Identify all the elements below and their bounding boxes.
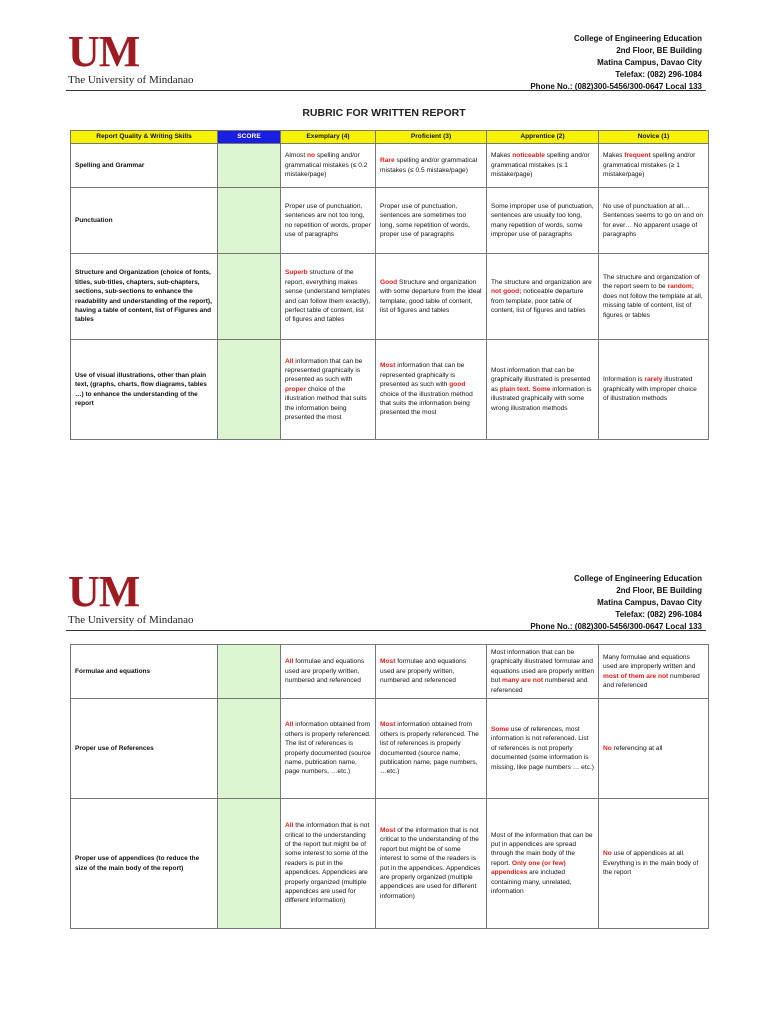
emphasis-text: Some	[491, 725, 509, 733]
proficient-descriptor	[376, 254, 487, 340]
descriptor-text: formulae and equations used are properly written, numbered and referenced	[380, 658, 467, 685]
descriptor-text: information is illustrated graphically with some wrong illustration methods	[491, 385, 592, 412]
descriptor-text: are included containing many, unrelated, information	[491, 869, 572, 896]
rubric-row	[71, 254, 709, 340]
apprentice-descriptor	[487, 799, 599, 929]
emphasis-text: plain text. Some	[499, 385, 551, 393]
address-line: 2nd Floor, BE Building	[616, 46, 702, 55]
emphasis-text: many are not	[502, 677, 544, 685]
emphasis-text: not good;	[491, 288, 522, 296]
descriptor-text: structure of the report, everything makes sense (understand templates and can follow them exactly), perfect table of content, list of figures and tables	[285, 269, 371, 324]
address-line: Matina Campus, Davao City	[597, 598, 702, 607]
descriptor-text: illustrated graphically with improper choice of illustration methods	[603, 376, 697, 403]
descriptor-text: referencing at all	[611, 744, 663, 752]
apprentice-descriptor	[487, 645, 599, 699]
proficient-descriptor	[376, 699, 487, 799]
descriptor-text: spelling and/or grammatical mistakes (≥ 1 mistake/page)	[603, 152, 696, 179]
descriptor-text: of the information that is not critical to the understanding of the report but might be of some interest to some of the readers is put in the appendices. Appendices are properly organized (multiple appendices are used for different information)	[380, 826, 481, 900]
descriptor-text: use of references, most information is not referenced. List of references is not properly documented (some information is missing, like page numbers … etc.)	[491, 725, 594, 771]
address-line: College of Engineering Education	[573, 34, 702, 43]
descriptor-text: Proper use of punctuation, sentences are sometimes too long, some repetition of words, proper use of paragraphs	[380, 202, 470, 238]
descriptor-text: information obtained from others is properly referenced. The list of references is properly documented (source name, publication name, page numbers, …etc.)	[285, 721, 371, 776]
header-divider	[66, 630, 706, 631]
emphasis-text: random;	[667, 283, 694, 291]
proficient-descriptor	[376, 799, 487, 929]
apprentice-descriptor	[487, 144, 599, 188]
exemplary-descriptor	[281, 799, 376, 929]
descriptor-text: Most information that can be graphically illustrated is presented as	[491, 366, 591, 393]
college-address	[530, 573, 702, 633]
emphasis-text: rarely	[644, 376, 663, 384]
descriptor-text: numbered and referenced	[603, 672, 700, 689]
descriptor-text: Most of the information that can be put in appendices are spread through the main body of the report.	[491, 831, 593, 867]
emphasis-text: Most	[380, 658, 396, 666]
emphasis-text: All	[285, 822, 294, 830]
descriptor-text: information obtained from others is properly referenced. The list of references is properly documented (source name, publication name, page numbers, …etc.)	[380, 721, 479, 776]
exemplary-descriptor	[281, 188, 376, 254]
descriptor-text: Proper use of punctuation, sentences are not too long, no repetition of words, proper use of paragraphs	[285, 202, 371, 238]
emphasis-text: Most	[380, 826, 396, 834]
logo-um-text: UM	[68, 27, 140, 76]
score-cell[interactable]	[218, 699, 281, 799]
descriptor-text: information that can be represented graphically is presented as such with	[285, 357, 363, 384]
proficient-descriptor	[376, 340, 487, 440]
emphasis-text: All	[285, 357, 294, 365]
logo-um-text: UM	[68, 567, 140, 616]
descriptor-text: Information is	[603, 376, 645, 384]
rubric-table-continued	[70, 644, 709, 929]
address-line: Telefax: (082) 296-1084	[615, 610, 702, 619]
exemplary-descriptor	[281, 144, 376, 188]
page-title: RUBRIC FOR WRITTEN REPORT	[302, 107, 466, 119]
emphasis-text: Superb	[285, 269, 308, 277]
proficient-descriptor	[376, 144, 487, 188]
emphasis-text: Good	[380, 278, 398, 286]
descriptor-text: Most information that can be graphically illustrated formulae and equations used are properly written but	[491, 648, 594, 685]
descriptor-text: information that can be represented graphically is presented as such with	[380, 362, 465, 389]
address-line: 2nd Floor, BE Building	[616, 586, 702, 595]
score-cell[interactable]	[218, 340, 281, 440]
criterion-label: Spelling and Grammar	[71, 144, 218, 188]
criterion-label: Use of visual illustrations, other than plain text, (graphs, charts, flow diagrams, tables …) to enhance the understanding of the report	[71, 340, 218, 440]
address-line: Telefax: (082) 296-1084	[615, 70, 702, 79]
descriptor-text: numbered and referenced	[491, 677, 588, 694]
novice-descriptor	[599, 340, 709, 440]
emphasis-text: No	[603, 850, 612, 858]
novice-descriptor	[599, 799, 709, 929]
exemplary-descriptor	[281, 340, 376, 440]
emphasis-text: proper	[285, 385, 306, 393]
emphasis-text: no	[306, 152, 316, 160]
descriptor-text: The structure and organization of the report seem to be	[603, 273, 700, 291]
emphasis-text: noticeable	[512, 152, 545, 160]
descriptor-text: spelling and/or grammatical mistakes (≤ 1 mistake/page)	[491, 152, 590, 179]
emphasis-text: most of them are not	[603, 672, 669, 680]
header-exemplary: Exemplary (4)	[281, 131, 376, 144]
college-address	[530, 33, 702, 93]
criterion-label: Structure and Organization (choice of fonts, titles, sub-titles, chapters, sub-chapters, sections, sub-sections to enhance the readability and understanding of the report), having a table of content, list of Figures and tables	[71, 254, 218, 340]
emphasis-text: Only one (or few) appendices	[491, 859, 566, 877]
rubric-row	[71, 799, 709, 929]
descriptor-text: spelling and/or grammatical mistakes (≤ 0.5 mistake/page)	[380, 157, 478, 174]
emphasis-text: frequent	[624, 152, 651, 160]
emphasis-text: Most	[380, 362, 396, 370]
criterion-label: Proper use of References	[71, 699, 218, 799]
header-apprentice: Apprentice (2)	[487, 131, 599, 144]
descriptor-text: does not follow the template at all, missing table of content, list of figures or tables	[603, 292, 703, 319]
score-cell[interactable]	[218, 645, 281, 699]
address-line: Phone No.: (082)300-5456/300-0647 Local 133	[530, 622, 702, 631]
score-cell[interactable]	[218, 799, 281, 929]
rubric-body	[71, 144, 709, 440]
address-line: Matina Campus, Davao City	[597, 58, 702, 67]
criterion-label: Proper use of appendices (to reduce the size of the main body of the report)	[71, 799, 218, 929]
emphasis-text: All	[285, 721, 294, 729]
rubric-header-row	[71, 131, 709, 144]
rubric-row	[71, 188, 709, 254]
descriptor-text: Structure and organization with some departure from the ideal template, good table of content, list of figures and tables	[380, 278, 482, 314]
descriptor-text: spelling and/or grammatical mistakes (≤ 0.2 mistake/page)	[285, 152, 368, 179]
apprentice-descriptor	[487, 340, 599, 440]
proficient-descriptor	[376, 645, 487, 699]
rubric-row	[71, 699, 709, 799]
exemplary-descriptor	[281, 645, 376, 699]
score-cell[interactable]	[218, 188, 281, 254]
logo-university-name: The University of Mindanao	[68, 614, 194, 626]
header-novice: Novice (1)	[599, 131, 709, 144]
score-cell[interactable]	[218, 144, 281, 188]
emphasis-text: All	[285, 658, 294, 666]
rubric-body	[71, 645, 709, 929]
um-logo	[68, 27, 208, 90]
address-line: Phone No.: (082)300-5456/300-0647 Local 133	[530, 82, 702, 91]
apprentice-descriptor	[487, 188, 599, 254]
emphasis-text: Most	[380, 721, 396, 729]
um-logo	[68, 567, 208, 630]
descriptor-text: Makes	[491, 152, 513, 160]
apprentice-descriptor	[487, 254, 599, 340]
rubric-row	[71, 144, 709, 188]
descriptor-text: Almost	[285, 152, 307, 160]
exemplary-descriptor	[281, 254, 376, 340]
proficient-descriptor	[376, 188, 487, 254]
descriptor-text: noticeable departure from template, poor table of content, list of figures and tables	[491, 288, 586, 314]
header-score: SCORE	[218, 131, 281, 144]
criterion-label: Formulae and equations	[71, 645, 218, 699]
emphasis-text: Rare	[380, 157, 395, 165]
rubric-row	[71, 340, 709, 440]
header-criterion: Report Quality & Writing Skills	[71, 131, 218, 144]
descriptor-text: formulae and equations used are properly written, numbered and referenced	[285, 658, 365, 685]
header-divider	[66, 90, 706, 91]
emphasis-text: good	[449, 381, 466, 389]
novice-descriptor	[599, 645, 709, 699]
novice-descriptor	[599, 188, 709, 254]
descriptor-text: No use of punctuation at all… Sentences seems to go on and on for ever… No apparent usage of paragraphs	[603, 202, 704, 238]
descriptor-text: Makes	[603, 152, 625, 160]
descriptor-text: The structure and organization are	[491, 278, 592, 286]
descriptor-text: choice of the illustration method that suits the information being presented the most	[380, 390, 473, 417]
logo-university-name: The University of Mindanao	[68, 74, 194, 86]
header-proficient: Proficient (3)	[376, 131, 487, 144]
novice-descriptor	[599, 144, 709, 188]
descriptor-text: use of appendices at all. Everything is in the main body of the report	[603, 850, 699, 877]
rubric-row	[71, 645, 709, 699]
criterion-label: Punctuation	[71, 188, 218, 254]
emphasis-text: No	[603, 744, 612, 752]
descriptor-text: the information that is not critical to the understanding of the report but might be of some interest to some of the readers is put in the appendices. Appendices are properly organized (multiple appendices are used for different information)	[285, 822, 370, 905]
novice-descriptor	[599, 699, 709, 799]
score-cell[interactable]	[218, 254, 281, 340]
exemplary-descriptor	[281, 699, 376, 799]
novice-descriptor	[599, 254, 709, 340]
rubric-table	[70, 130, 709, 440]
address-line: College of Engineering Education	[573, 574, 702, 583]
descriptor-text: Many formulae and equations used are improperly written and	[603, 653, 696, 671]
descriptor-text: Some improper use of punctuation, sentences are usually too long, many repetition of words, some improper use of paragraphs	[491, 202, 594, 238]
apprentice-descriptor	[487, 699, 599, 799]
descriptor-text: choice of the illustration method that suits the information being presented the most	[285, 385, 367, 422]
